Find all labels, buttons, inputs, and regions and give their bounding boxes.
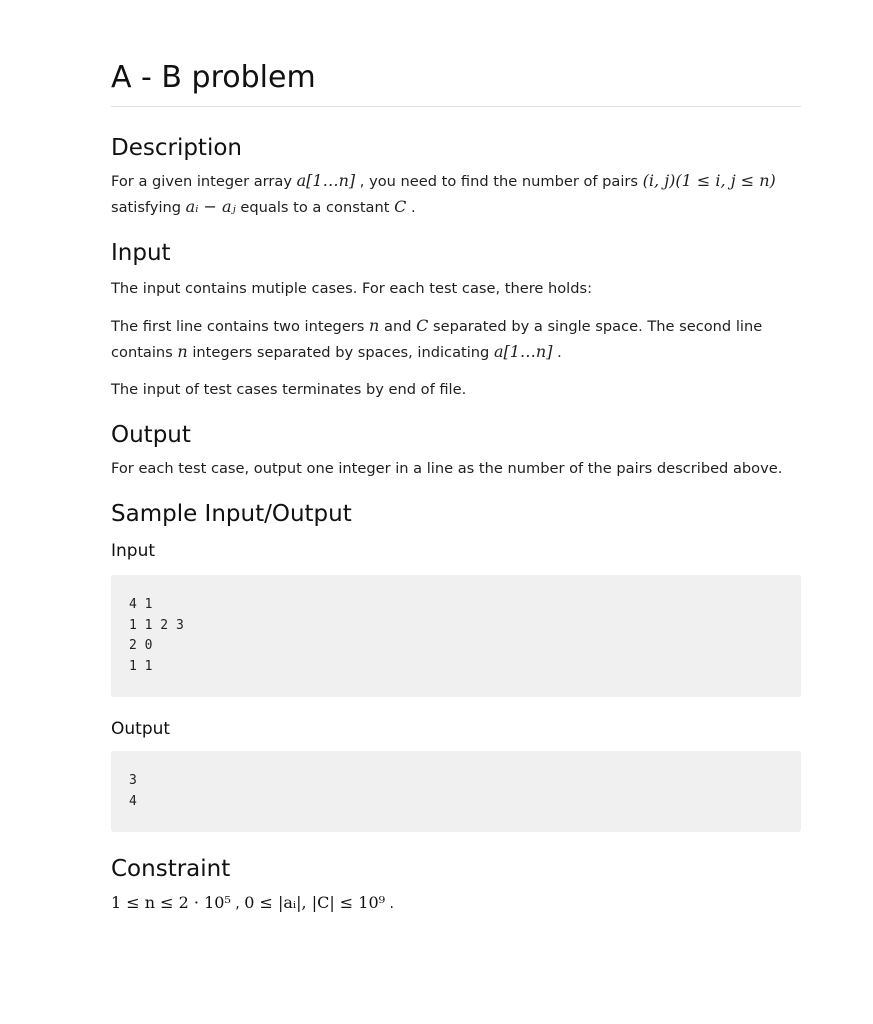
- input-line-3: The input of test cases terminates by end of file.: [111, 381, 467, 398]
- output-line-1: For each test case, output one integer in a line as the number of the pairs described above.: [111, 460, 783, 477]
- input-p2-d: separated by a single space. The second line: [428, 318, 763, 335]
- n-variable-2: n: [177, 342, 188, 361]
- sample-input-label: Input: [111, 541, 156, 561]
- constraint-heading: Constraint: [111, 856, 231, 882]
- n-variable: n: [369, 316, 380, 335]
- description-paragraph: [111, 168, 801, 220]
- sample-heading: Sample Input/Output: [111, 501, 352, 527]
- c-variable: C: [416, 316, 429, 335]
- input-line-1: The input contains mutiple cases. For each test case, there holds:: [111, 280, 593, 297]
- input-p2-b: and: [379, 318, 417, 335]
- page-title: A - B problem: [111, 52, 801, 107]
- description-text-1: For a given integer array: [111, 173, 297, 190]
- description-text-4: equals to a constant: [235, 199, 395, 216]
- sample-output-label: Output: [111, 719, 171, 739]
- input-paragraph-2: [111, 313, 801, 365]
- input-p2-a: The first line contains two integers: [111, 318, 370, 335]
- constraint-separator: ,: [230, 896, 245, 912]
- constraint-expression-2: 0 ≤ |aᵢ|, |C| ≤ 10⁹: [244, 893, 386, 912]
- input-p2-g: .: [552, 344, 562, 361]
- description-text-3: satisfying: [111, 199, 186, 216]
- input-p2-f: integers separated by spaces, indicating: [187, 344, 494, 361]
- description-text-5: .: [406, 199, 416, 216]
- constraint-expression-1: 1 ≤ n ≤ 2 · 10⁵: [111, 893, 231, 912]
- constraint-end: .: [385, 896, 394, 912]
- constraint-line: [111, 890, 801, 917]
- description-text-2: , you need to find the number of pairs: [355, 173, 643, 190]
- input-heading: Input: [111, 240, 171, 266]
- array-expression-2: a[1…n]: [493, 342, 553, 361]
- description-heading: Description: [111, 135, 242, 161]
- input-p2-e: contains: [111, 344, 178, 361]
- pairs-expression: (i, j)(1 ≤ i, j ≤ n): [642, 171, 776, 190]
- constant-expression: C: [394, 197, 407, 216]
- sample-input-code: 4 1 1 1 2 3 2 0 1 1: [111, 575, 801, 697]
- problem-page: [111, 52, 801, 917]
- difference-expression: aᵢ − aⱼ: [185, 197, 236, 216]
- output-heading: Output: [111, 422, 191, 448]
- sample-output-code: 3 4: [111, 751, 801, 832]
- array-expression: a[1…n]: [296, 171, 356, 190]
